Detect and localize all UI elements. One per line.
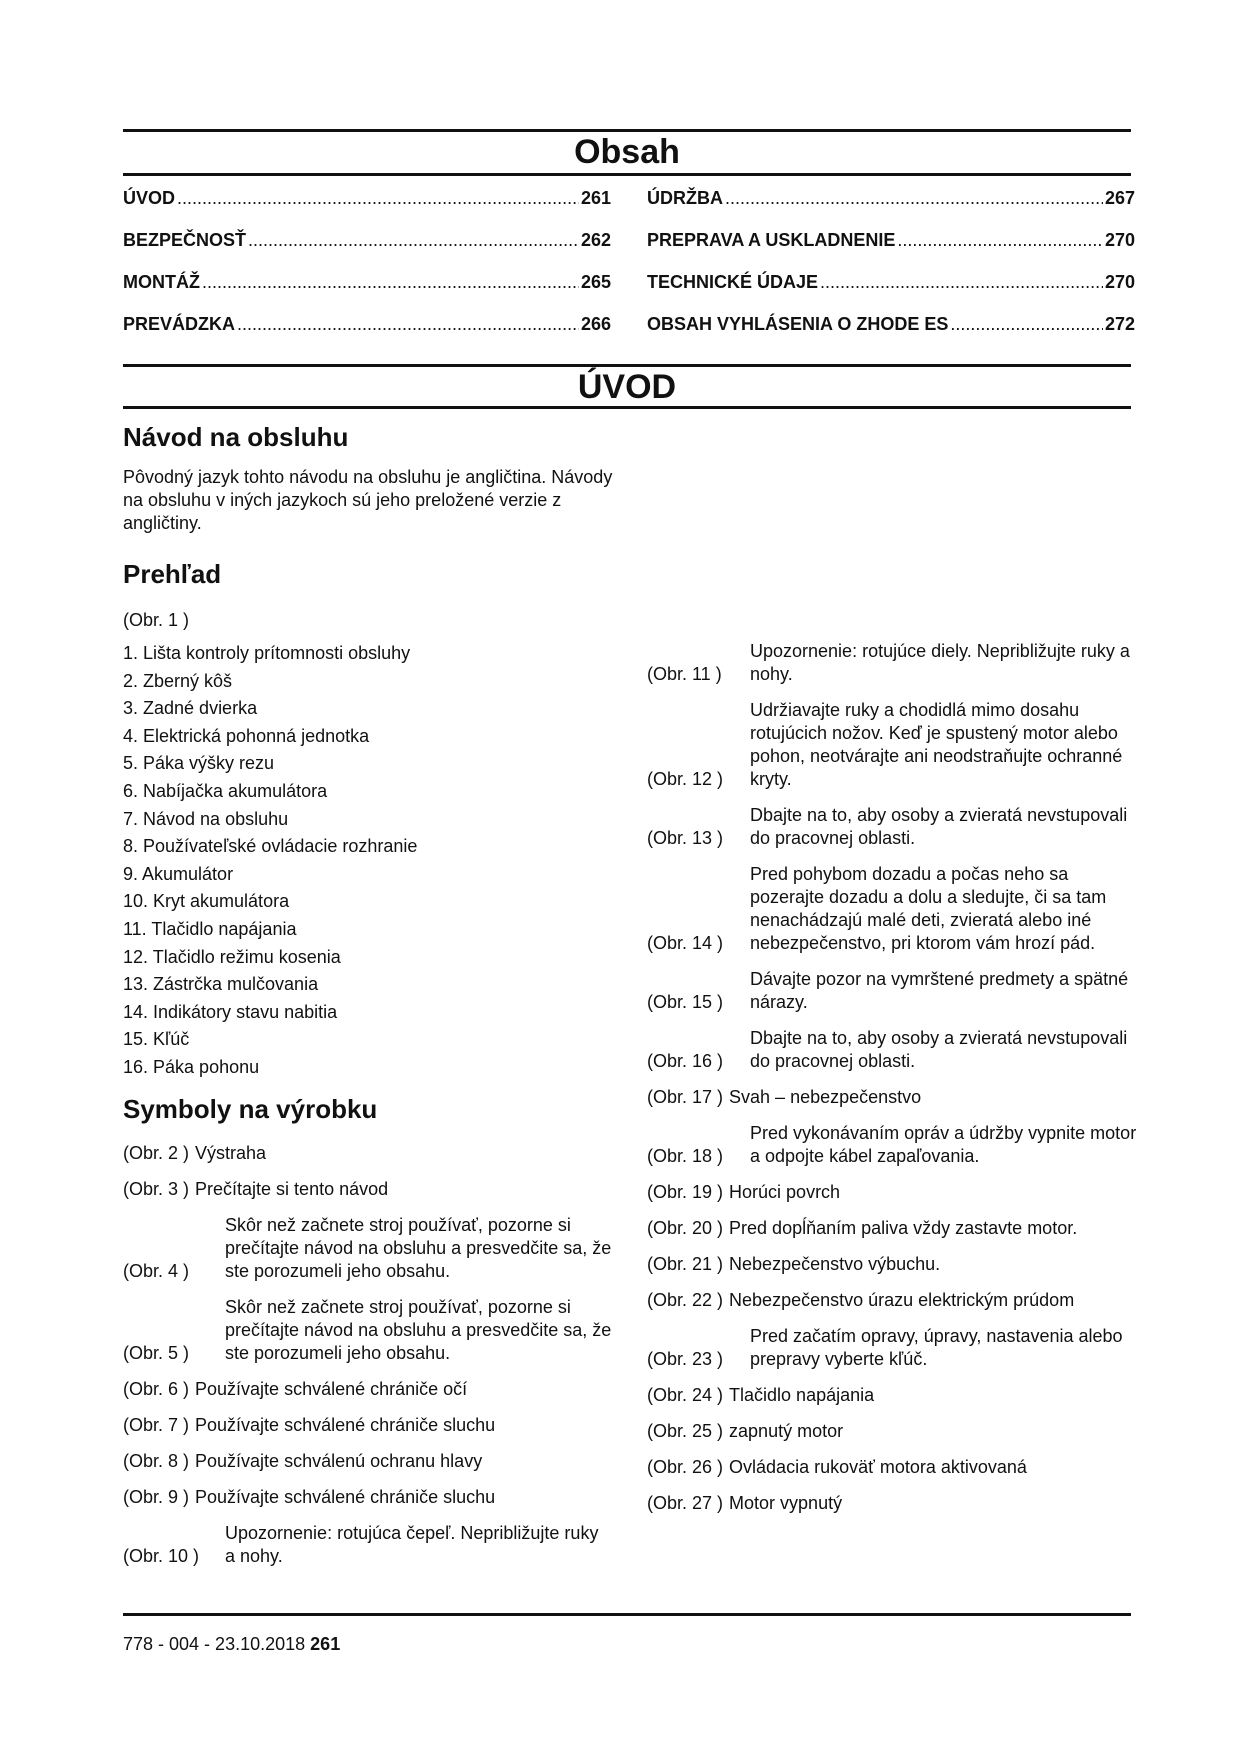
overview-list (123, 640, 613, 1082)
figure-ref: (Obr. 22 ) (647, 1290, 724, 1310)
figure-ref: (Obr. 4 ) (123, 1260, 190, 1281)
symbol-entry (123, 1214, 613, 1283)
figure-ref: (Obr. 5 ) (123, 1342, 190, 1363)
list-item: 16. Páka pohonu (123, 1056, 260, 1077)
list-item: 4. Elektrická pohonná jednotka (123, 725, 370, 746)
symbol-entry (123, 1142, 613, 1165)
symbol-entry (123, 1522, 613, 1568)
figure-ref: (Obr. 6 ) (123, 1378, 190, 1399)
figure-ref: (Obr. 2 ) (123, 1142, 190, 1163)
document-id: 778 - 004 - 23.10.2018 (123, 1634, 306, 1654)
symbol-entry (647, 863, 1137, 955)
symbol-entry (647, 1027, 1137, 1073)
figure-ref: (Obr. 3 ) (123, 1178, 190, 1199)
symbol-description: Tlačidlo napájania (729, 1385, 875, 1405)
figure-ref: (Obr. 24 ) (647, 1385, 724, 1405)
manual-text: Pôvodný jazyk tohto návodu na obsluhu je angličtina. Návody na obsluhu v iných jazykoch sú jeho preložené verzie z angličtiny. (123, 467, 613, 533)
list-item: 9. Akumulátor (123, 863, 234, 884)
toc-title: Obsah (574, 133, 680, 171)
figure-ref: (Obr. 17 ) (647, 1087, 724, 1107)
figure-ref: (Obr. 9 ) (123, 1486, 190, 1507)
symbol-description: Skôr než začnete stroj používať, pozorne si prečítajte návod na obsluhu a presvedčite sa, že ste porozumeli jeho obsahu. (225, 1296, 612, 1363)
list-item: 1. Lišta kontroly prítomnosti obsluhy (123, 643, 411, 663)
symbol-description: Nebezpečenstvo úrazu elektrickým prúdom (729, 1290, 1075, 1310)
page-number: 261 (310, 1634, 341, 1654)
figure-ref: (Obr. 13 ) (647, 828, 724, 848)
list-item: 12. Tlačidlo režimu kosenia (123, 946, 341, 967)
toc-entry[interactable]: ÚDRŽBA ..... 267 (647, 188, 1135, 230)
symbol-entry (647, 1456, 1137, 1479)
symbol-description: Používajte schválenú ochranu hlavy (195, 1450, 483, 1471)
symbol-description: Svah – nebezpečenstvo (729, 1087, 922, 1107)
symbol-description: Pred začatím opravy, úpravy, nastavenia alebo prepravy vyberte kľúč. (750, 1326, 1123, 1369)
figure-ref: (Obr. 20 ) (647, 1218, 724, 1238)
symbol-description: Pred vykonávaním opráv a údržby vypnite motor a odpojte kábel zapaľovania. (750, 1123, 1137, 1166)
symbol-entry (123, 1414, 613, 1437)
page-footer (123, 1634, 340, 1655)
symbol-entry (647, 1492, 1137, 1515)
symbol-entry (647, 1253, 1137, 1276)
overview-heading: Prehľad (123, 559, 222, 589)
figure-ref: (Obr. 7 ) (123, 1414, 190, 1435)
symbol-entry (123, 1178, 613, 1201)
list-item: 10. Kryt akumulátora (123, 891, 290, 912)
symbol-description: Ovládacia rukoväť motora aktivovaná (729, 1457, 1027, 1477)
toc-left-column (123, 188, 611, 356)
list-item: 13. Zástrčka mulčovania (123, 974, 319, 995)
toc-bottom-rule (123, 173, 1131, 176)
symbol-description: Udržiavajte ruky a chodidlá mimo dosahu rotujúcich nožov. Keď je spustený motor alebo pohon, neotvárajte ani neodstraňujte ochranné kryty. (750, 700, 1123, 789)
symbol-entry (647, 1086, 1137, 1109)
symbol-description: Pred pohybom dozadu a počas neho sa pozerajte dozadu a dolu a sledujte, či sa tam nenachádzajú malé deti, zvieratá alebo iné nebezpečenstvo, pri ktorom vám hrozí pád. (750, 864, 1107, 953)
symbols-list-right (647, 640, 1137, 1515)
symbol-description: Používajte schválené chrániče sluchu (195, 1414, 496, 1435)
list-item: 7. Návod na obsluhu (123, 808, 289, 829)
symbol-entry (647, 1181, 1137, 1204)
list-item: 6. Nabíjačka akumulátora (123, 780, 328, 801)
symbol-description: Používajte schválené chrániče očí (195, 1378, 468, 1399)
figure-ref: (Obr. 18 ) (647, 1146, 724, 1166)
toc-entry[interactable]: PREPRAVA A USKLADNENIE ..... 270 (647, 230, 1135, 272)
symbols-list-left (123, 1142, 613, 1568)
figure-ref: (Obr. 19 ) (647, 1182, 724, 1202)
overview-figure-ref: (Obr. 1 ) (123, 610, 190, 630)
symbol-entry (123, 1486, 613, 1509)
right-column (647, 640, 1137, 1528)
symbol-entry (647, 1384, 1137, 1407)
symbol-description: Skôr než začnete stroj používať, pozorne si prečítajte návod na obsluhu a presvedčite sa, že ste porozumeli jeho obsahu. (225, 1214, 612, 1281)
symbol-description: Výstraha (195, 1142, 267, 1163)
symbol-entry (647, 699, 1137, 791)
toc-entry[interactable]: MONTÁŽ ..... 265 (123, 272, 611, 314)
figure-ref: (Obr. 14 ) (647, 933, 724, 953)
symbol-entry (123, 1378, 613, 1401)
toc-entry[interactable]: ÚVOD ..... 261 (123, 188, 611, 230)
symbol-entry (647, 1217, 1137, 1240)
figure-ref: (Obr. 27 ) (647, 1493, 724, 1513)
list-item: 3. Zadné dvierka (123, 698, 258, 719)
symbol-entry (647, 1289, 1137, 1312)
symbol-description: Nebezpečenstvo výbuchu. (729, 1254, 941, 1274)
symbol-description: Dbajte na to, aby osoby a zvieratá nevstupovali do pracovnej oblasti. (750, 1028, 1128, 1071)
symbol-description: Prečítajte si tento návod (195, 1178, 389, 1199)
symbol-entry (647, 1122, 1137, 1168)
figure-ref: (Obr. 16 ) (647, 1051, 724, 1071)
symbol-description: Horúci povrch (729, 1182, 841, 1202)
symbol-description: Dbajte na to, aby osoby a zvieratá nevstupovali do pracovnej oblasti. (750, 805, 1128, 848)
figure-ref: (Obr. 21 ) (647, 1254, 724, 1274)
figure-ref: (Obr. 15 ) (647, 992, 724, 1012)
section-title: ÚVOD (577, 368, 677, 406)
symbol-entry (647, 804, 1137, 850)
figure-ref: (Obr. 25 ) (647, 1421, 724, 1441)
figure-ref: (Obr. 12 ) (647, 769, 724, 789)
symbol-description: Používajte schválené chrániče sluchu (195, 1486, 496, 1507)
toc-right-column (647, 188, 1135, 356)
toc-entry[interactable]: TECHNICKÉ ÚDAJE ..... 270 (647, 272, 1135, 314)
symbols-heading: Symboly na výrobku (123, 1093, 378, 1124)
list-item: 8. Používateľské ovládacie rozhranie (123, 836, 418, 857)
figure-ref: (Obr. 8 ) (123, 1450, 190, 1471)
list-item: 5. Páka výšky rezu (123, 753, 275, 774)
list-item: 11. Tlačidlo napájania (123, 918, 297, 939)
toc-entry[interactable]: OBSAH VYHLÁSENIA O ZHODE ES ..... 272 (647, 314, 1135, 356)
symbol-description: Motor vypnutý (729, 1493, 843, 1513)
symbol-entry (647, 1420, 1137, 1443)
symbol-description: Upozornenie: rotujúca čepeľ. Nepribližujte ruky a nohy. (225, 1522, 599, 1566)
figure-ref: (Obr. 26 ) (647, 1457, 724, 1477)
list-item: 14. Indikátory stavu nabitia (123, 1001, 338, 1022)
symbol-entry (647, 1325, 1137, 1371)
list-item: 15. Kľúč (123, 1029, 190, 1050)
figure-ref: (Obr. 23 ) (647, 1349, 724, 1369)
toc-entry[interactable]: BEZPEČNOSŤ ..... 262 (123, 230, 611, 272)
symbol-entry (123, 1296, 613, 1365)
symbol-description: zapnutý motor (729, 1421, 844, 1441)
figure-ref: (Obr. 10 ) (123, 1545, 200, 1566)
left-column (123, 420, 613, 1581)
list-item: 2. Zberný kôš (123, 670, 233, 691)
symbol-entry (123, 1450, 613, 1473)
symbol-description: Upozornenie: rotujúce diely. Nepribližujte ruky a nohy. (750, 641, 1130, 684)
symbol-entry (647, 968, 1137, 1014)
toc-entry[interactable]: PREVÁDZKA ..... 266 (123, 314, 611, 356)
footer-rule (123, 1613, 1131, 1616)
symbol-description: Pred dopĺňaním paliva vždy zastavte motor. (729, 1218, 1078, 1238)
symbol-entry (647, 640, 1137, 686)
manual-heading: Návod na obsluhu (123, 422, 349, 452)
symbol-description: Dávajte pozor na vymrštené predmety a spätné nárazy. (750, 969, 1129, 1012)
section-bottom-rule (123, 406, 1131, 409)
figure-ref: (Obr. 11 ) (647, 664, 722, 684)
